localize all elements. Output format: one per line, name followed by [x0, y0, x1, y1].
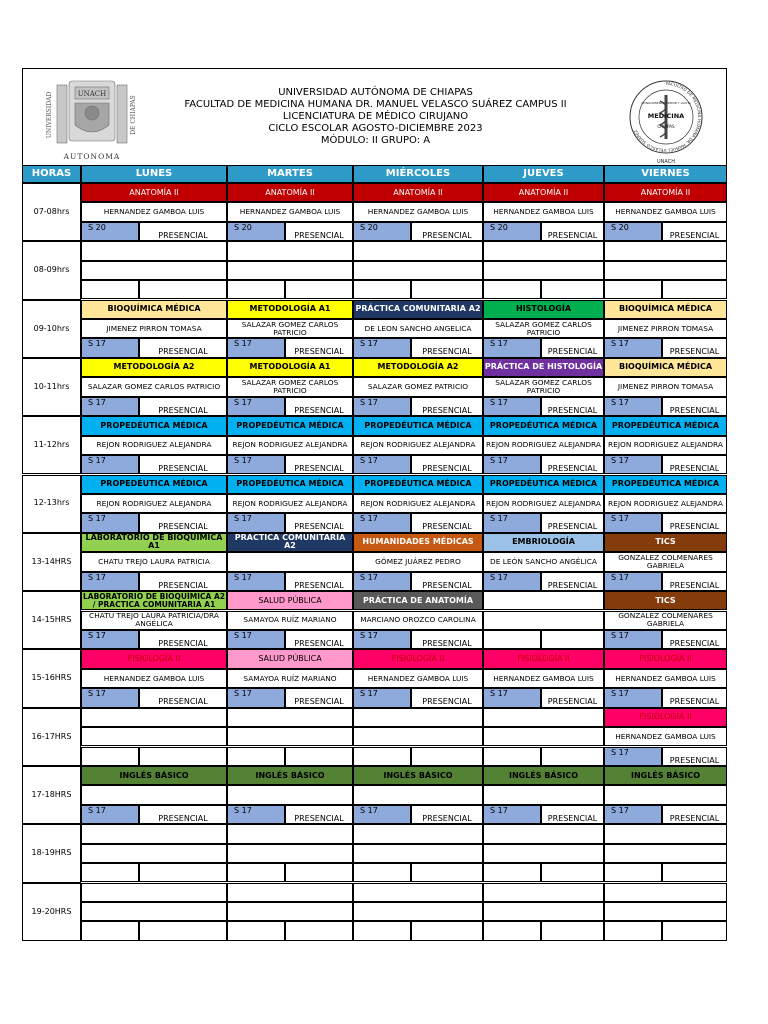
- empty-cell: [353, 747, 411, 766]
- teacher-cell: REJON RODRIGUEZ ALEJANDRA: [604, 436, 727, 455]
- logo-ring-text: FACULTAD DE MEDICINA HUMANA DR. MANUEL VELASCO SUÁREZ: [632, 80, 702, 154]
- empty-cell: [139, 747, 227, 766]
- empty-cell: [411, 747, 483, 766]
- teacher-cell: SAMAYOA RUÍZ MARIANO: [227, 669, 353, 688]
- empty-cell: [81, 863, 139, 882]
- room-cell: S 17: [227, 338, 285, 357]
- empty-cell: [81, 708, 227, 727]
- modality-cell: PRESENCIAL: [541, 338, 604, 357]
- empty-cell: [604, 241, 727, 260]
- modality-cell: PRESENCIAL: [139, 805, 227, 824]
- modality-cell: PRESENCIAL: [541, 455, 604, 474]
- subject-cell: TICS: [604, 533, 727, 552]
- logo-top-text: UNACH: [77, 90, 107, 98]
- teacher-cell: REJON RODRIGUEZ ALEJANDRA: [81, 436, 227, 455]
- time-slot: 19-20HRS: [22, 883, 81, 941]
- empty-cell: [541, 747, 604, 766]
- subject-cell: ANATOMÍA II: [604, 183, 727, 202]
- empty-cell: [483, 844, 604, 863]
- room-cell: S 17: [604, 338, 662, 357]
- teacher-cell: HERNANDEZ GAMBOA LUIS: [483, 202, 604, 221]
- time-slot: 16-17HRS: [22, 708, 81, 766]
- subject-cell: HISTOLOGÍA: [483, 300, 604, 319]
- modality-cell: PRESENCIAL: [411, 630, 483, 649]
- empty-cell: [662, 863, 727, 882]
- logo-left-text: UNIVERSIDAD: [46, 91, 53, 139]
- room-cell: S 17: [81, 630, 139, 649]
- modality-cell: PRESENCIAL: [285, 805, 353, 824]
- teacher-cell: HERNANDEZ GAMBOA LUIS: [353, 202, 483, 221]
- teacher-cell: SAMAYOA RUÍZ MARIANO: [227, 611, 353, 630]
- subject-cell: INGLÉS BÁSICO: [604, 766, 727, 785]
- modality-cell: PRESENCIAL: [139, 397, 227, 416]
- teacher-cell: REJON RODRIGUEZ ALEJANDRA: [81, 494, 227, 513]
- column-header: MARTES: [227, 165, 353, 183]
- empty-cell: [227, 708, 353, 727]
- room-cell: S 17: [483, 805, 541, 824]
- empty-cell: [541, 630, 604, 649]
- subject-cell: PROPEDÉUTICA MÉDICA: [353, 416, 483, 435]
- modality-cell: PRESENCIAL: [662, 338, 727, 357]
- subject-cell: FISIOLOGÍA II: [353, 649, 483, 668]
- subject-cell: ANATOMÍA II: [353, 183, 483, 202]
- teacher-cell: REJON RODRIGUEZ ALEJANDRA: [227, 494, 353, 513]
- subject-cell: TICS: [604, 591, 727, 610]
- modality-cell: PRESENCIAL: [411, 338, 483, 357]
- empty-cell: [483, 280, 541, 299]
- modality-cell: PRESENCIAL: [285, 397, 353, 416]
- empty-cell: [81, 727, 227, 746]
- teacher-cell: HERNANDEZ GAMBOA LUIS: [353, 669, 483, 688]
- empty-cell: [411, 280, 483, 299]
- column-header: HORAS: [22, 165, 81, 183]
- modality-cell: PRESENCIAL: [662, 455, 727, 474]
- empty-cell: [483, 727, 604, 746]
- teacher-cell: SALAZAR GOMEZ CARLOS PATRICIO: [483, 319, 604, 338]
- subject-cell: PROPEDÉUTICA MÉDICA: [483, 416, 604, 435]
- modality-cell: PRESENCIAL: [139, 222, 227, 241]
- room-cell: S 17: [353, 513, 411, 532]
- modality-cell: PRESENCIAL: [411, 572, 483, 591]
- subject-cell: PRÁCTICA COMUNITARIA A2: [227, 533, 353, 552]
- teacher-cell: HERNANDEZ GAMBOA LUIS: [483, 669, 604, 688]
- empty-cell: [139, 921, 227, 940]
- subject-cell: PRÁCTICA DE ANATOMÍA: [353, 591, 483, 610]
- empty-cell: [353, 921, 411, 940]
- empty-cell: [483, 824, 604, 843]
- room-cell: S 17: [604, 513, 662, 532]
- modality-cell: PRESENCIAL: [411, 397, 483, 416]
- teacher-cell: REJON RODRIGUEZ ALEJANDRA: [483, 494, 604, 513]
- room-cell: S 17: [81, 338, 139, 357]
- empty-cell: [81, 261, 227, 280]
- empty-cell: [81, 844, 227, 863]
- empty-cell: [483, 591, 604, 610]
- modality-cell: PRESENCIAL: [139, 338, 227, 357]
- empty-cell: [81, 241, 227, 260]
- time-slot: 17-18HRS: [22, 766, 81, 824]
- room-cell: S 17: [604, 397, 662, 416]
- room-cell: S 20: [604, 222, 662, 241]
- subject-cell: INGLÉS BÁSICO: [483, 766, 604, 785]
- empty-cell: [483, 611, 604, 630]
- modality-cell: PRESENCIAL: [139, 513, 227, 532]
- modality-cell: PRESENCIAL: [541, 222, 604, 241]
- subject-cell: METODOLOGÍA A2: [353, 358, 483, 377]
- room-cell: S 17: [227, 397, 285, 416]
- subject-cell: METODOLOGÍA A2: [81, 358, 227, 377]
- modality-cell: PRESENCIAL: [139, 455, 227, 474]
- subject-cell: ANATOMÍA II: [483, 183, 604, 202]
- subject-cell: PRÁCTICA DE HISTOLOGÍA: [483, 358, 604, 377]
- empty-cell: [353, 844, 483, 863]
- empty-cell: [483, 902, 604, 921]
- modality-cell: PRESENCIAL: [285, 513, 353, 532]
- header-line: UNIVERSIDAD AUTÓNOMA DE CHIAPAS: [278, 87, 473, 98]
- logo-bottom-text: AUTONOMA: [63, 152, 121, 161]
- empty-cell: [81, 280, 139, 299]
- empty-cell: [285, 863, 353, 882]
- empty-cell: [353, 785, 483, 804]
- empty-cell: [604, 902, 727, 921]
- modality-cell: PRESENCIAL: [139, 572, 227, 591]
- empty-cell: [353, 708, 483, 727]
- room-cell: S 20: [483, 222, 541, 241]
- modality-cell: PRESENCIAL: [411, 222, 483, 241]
- header-line: CICLO ESCOLAR AGOSTO-DICIEMBRE 2023: [268, 123, 483, 134]
- empty-cell: [139, 280, 227, 299]
- empty-cell: [353, 727, 483, 746]
- document-header: [22, 68, 727, 167]
- empty-cell: [81, 902, 227, 921]
- room-cell: S 17: [353, 338, 411, 357]
- teacher-cell: JIMENEZ PIRRON TOMASA: [604, 319, 727, 338]
- time-slot: 10-11hrs: [22, 358, 81, 416]
- time-slot: 14-15HRS: [22, 591, 81, 649]
- teacher-cell: REJON RODRIGUEZ ALEJANDRA: [604, 494, 727, 513]
- modality-cell: PRESENCIAL: [139, 630, 227, 649]
- empty-cell: [353, 902, 483, 921]
- room-cell: S 17: [483, 572, 541, 591]
- modality-cell: PRESENCIAL: [411, 513, 483, 532]
- room-cell: S 17: [227, 455, 285, 474]
- subject-cell: INGLÉS BÁSICO: [81, 766, 227, 785]
- empty-cell: [227, 727, 353, 746]
- logo-sub-text: CHIAPAS: [657, 124, 675, 129]
- empty-cell: [227, 552, 353, 571]
- room-cell: S 20: [81, 222, 139, 241]
- medicine-faculty-logo: [624, 71, 708, 165]
- teacher-cell: CHATU TREJO LAURA PATRICIA/DRA ANGÉLICA: [81, 611, 227, 630]
- header-line: FACULTAD DE MEDICINA HUMANA DR. MANUEL VELASCO SUÁREZ CAMPUS II: [184, 99, 567, 110]
- empty-cell: [81, 883, 227, 902]
- modality-cell: PRESENCIAL: [139, 688, 227, 707]
- modality-cell: PRESENCIAL: [285, 630, 353, 649]
- room-cell: S 17: [604, 572, 662, 591]
- empty-cell: [662, 921, 727, 940]
- empty-cell: [483, 785, 604, 804]
- time-slot: 09-10hrs: [22, 300, 81, 358]
- empty-cell: [604, 280, 662, 299]
- empty-cell: [604, 824, 727, 843]
- empty-cell: [285, 921, 353, 940]
- room-cell: S 17: [353, 397, 411, 416]
- subject-cell: HUMANIDADES MÉDICAS: [353, 533, 483, 552]
- empty-cell: [227, 883, 353, 902]
- room-cell: S 20: [227, 222, 285, 241]
- subject-cell: PROPEDÉUTICA MÉDICA: [81, 475, 227, 494]
- header-line: LICENCIATURA DE MÉDICO CIRUJANO: [282, 111, 469, 122]
- modality-cell: PRESENCIAL: [541, 513, 604, 532]
- time-slot: 15-16HRS: [22, 649, 81, 707]
- teacher-cell: JIMENEZ PIRRON TOMASA: [604, 377, 727, 396]
- teacher-cell: HERNANDEZ GAMBOA LUIS: [604, 727, 727, 746]
- subject-cell: SALUD PÚBLICA: [227, 649, 353, 668]
- subject-cell: METODOLOGÍA A1: [227, 300, 353, 319]
- empty-cell: [81, 747, 139, 766]
- time-slot: 08-09hrs: [22, 241, 81, 299]
- room-cell: S 17: [353, 630, 411, 649]
- empty-cell: [227, 824, 353, 843]
- time-slot: 13-14HRS: [22, 533, 81, 591]
- modality-cell: PRESENCIAL: [662, 630, 727, 649]
- teacher-cell: REJON RODRIGUEZ ALEJANDRA: [227, 436, 353, 455]
- modality-cell: PRESENCIAL: [285, 688, 353, 707]
- modality-cell: PRESENCIAL: [285, 222, 353, 241]
- empty-cell: [353, 824, 483, 843]
- empty-cell: [604, 844, 727, 863]
- empty-cell: [81, 921, 139, 940]
- empty-cell: [483, 863, 541, 882]
- teacher-cell: HERNANDEZ GAMBOA LUIS: [227, 202, 353, 221]
- column-header: JUEVES: [483, 165, 604, 183]
- empty-cell: [483, 921, 541, 940]
- subject-cell: ANATOMÍA II: [81, 183, 227, 202]
- subject-cell: FISIOLOGÍA II: [483, 649, 604, 668]
- modality-cell: PRESENCIAL: [541, 397, 604, 416]
- teacher-cell: SALAZAR GOMEZ CARLOS PATRICIO: [81, 377, 227, 396]
- subject-cell: LABORATORIO DE BIOQUÍMICA A1: [81, 533, 227, 552]
- room-cell: S 17: [353, 688, 411, 707]
- subject-cell: BIOQUÍMICA MÉDICA: [604, 300, 727, 319]
- teacher-cell: DE LEÓN SANCHO ANGÉLICA: [483, 552, 604, 571]
- room-cell: S 17: [81, 805, 139, 824]
- modality-cell: PRESENCIAL: [662, 688, 727, 707]
- room-cell: S 17: [604, 455, 662, 474]
- empty-cell: [604, 863, 662, 882]
- room-cell: S 17: [81, 397, 139, 416]
- room-cell: S 17: [353, 572, 411, 591]
- schedule-sheet: [22, 68, 727, 936]
- room-cell: S 17: [227, 572, 285, 591]
- empty-cell: [353, 863, 411, 882]
- empty-cell: [541, 280, 604, 299]
- empty-cell: [541, 863, 604, 882]
- room-cell: S 17: [604, 630, 662, 649]
- empty-cell: [227, 902, 353, 921]
- subject-cell: ANATOMÍA II: [227, 183, 353, 202]
- subject-cell: BIOQUÍMICA MÉDICA: [604, 358, 727, 377]
- empty-cell: [662, 280, 727, 299]
- empty-cell: [353, 261, 483, 280]
- subject-cell: LABORATORIO DE BIOQUÍMICA A2 / PRACTICA COMUNITARIA A1: [82, 591, 225, 609]
- empty-cell: [285, 747, 353, 766]
- empty-cell: [227, 261, 353, 280]
- time-slot: 12-13hrs: [22, 475, 81, 533]
- subject-cell: PROPEDÉUTICA MÉDICA: [604, 475, 727, 494]
- logo-bottom-text: UNACH: [657, 159, 675, 165]
- empty-cell: [604, 261, 727, 280]
- teacher-cell: CHATU TREJO LAURA PATRICIA: [81, 552, 227, 571]
- logo-top-motto: CONOCIMIENTO SERVIR Y LUCHA: [641, 101, 691, 105]
- empty-cell: [604, 921, 662, 940]
- teacher-cell: MARCIANO OROZCO CAROLINA: [353, 611, 483, 630]
- time-slot: 07-08hrs: [22, 183, 81, 241]
- modality-cell: PRESENCIAL: [285, 572, 353, 591]
- subject-cell: INGLÉS BÁSICO: [227, 766, 353, 785]
- teacher-cell: SALAZAR GOMEZ CARLOS PATRICIO: [227, 377, 353, 396]
- empty-cell: [81, 824, 227, 843]
- empty-cell: [227, 863, 285, 882]
- room-cell: S 17: [227, 688, 285, 707]
- room-cell: S 17: [483, 688, 541, 707]
- modality-cell: PRESENCIAL: [662, 805, 727, 824]
- time-slot: 11-12hrs: [22, 416, 81, 474]
- empty-cell: [227, 785, 353, 804]
- subject-cell: PROPEDÉUTICA MÉDICA: [227, 475, 353, 494]
- subject-cell: BIOQUÍMICA MÉDICA: [81, 300, 227, 319]
- subject-cell: FISIOLOGÍA II: [604, 649, 727, 668]
- teacher-cell: HERNANDEZ GAMBOA LUIS: [81, 202, 227, 221]
- teacher-cell: JIMENEZ PIRRON TOMASA: [81, 319, 227, 338]
- subject-cell: PROPEDÉUTICA MÉDICA: [81, 416, 227, 435]
- empty-cell: [81, 785, 227, 804]
- empty-cell: [353, 280, 411, 299]
- teacher-cell: GONZALEZ COLMENARES GABRIELA: [604, 611, 727, 630]
- empty-cell: [227, 280, 285, 299]
- teacher-cell: REJON RODRIGUEZ ALEJANDRA: [353, 494, 483, 513]
- room-cell: S 17: [483, 338, 541, 357]
- subject-cell: PROPEDÉUTICA MÉDICA: [483, 475, 604, 494]
- empty-cell: [604, 785, 727, 804]
- modality-cell: PRESENCIAL: [662, 513, 727, 532]
- empty-cell: [604, 883, 727, 902]
- subject-cell: INGLÉS BÁSICO: [353, 766, 483, 785]
- modality-cell: PRESENCIAL: [662, 397, 727, 416]
- subject-cell: SALUD PÚBLICA: [227, 591, 353, 610]
- empty-cell: [227, 844, 353, 863]
- column-header: LUNES: [81, 165, 227, 183]
- room-cell: S 17: [81, 455, 139, 474]
- column-header: VIERNES: [604, 165, 727, 183]
- room-cell: S 17: [81, 572, 139, 591]
- modality-cell: PRESENCIAL: [541, 805, 604, 824]
- modality-cell: PRESENCIAL: [662, 222, 727, 241]
- empty-cell: [285, 280, 353, 299]
- room-cell: S 17: [483, 513, 541, 532]
- empty-cell: [483, 883, 604, 902]
- modality-cell: PRESENCIAL: [285, 338, 353, 357]
- teacher-cell: SALAZAR GOMEZ CARLOS PATRICIO: [483, 377, 604, 396]
- header-line: MÓDULO: II GRUPO: A: [320, 135, 431, 146]
- teacher-cell: HERNANDEZ GAMBOA LUIS: [604, 202, 727, 221]
- room-cell: S 17: [483, 455, 541, 474]
- room-cell: S 17: [604, 688, 662, 707]
- empty-cell: [483, 630, 541, 649]
- empty-cell: [483, 261, 604, 280]
- subject-cell: PROPEDÉUTICA MÉDICA: [353, 475, 483, 494]
- room-cell: S 17: [483, 397, 541, 416]
- subject-cell: FISIOLOGÍA II: [604, 708, 727, 727]
- teacher-cell: GONZALEZ COLMENARES GABRIELA: [604, 552, 727, 571]
- subject-cell: PROPEDÉUTICA MÉDICA: [604, 416, 727, 435]
- modality-cell: PRESENCIAL: [411, 688, 483, 707]
- room-cell: S 17: [227, 805, 285, 824]
- modality-cell: PRESENCIAL: [541, 688, 604, 707]
- room-cell: S 17: [81, 513, 139, 532]
- empty-cell: [483, 747, 541, 766]
- modality-cell: PRESENCIAL: [285, 455, 353, 474]
- room-cell: S 20: [353, 222, 411, 241]
- room-cell: S 17: [227, 513, 285, 532]
- empty-cell: [411, 921, 483, 940]
- empty-cell: [483, 708, 604, 727]
- teacher-cell: HERNANDEZ GAMBOA LUIS: [81, 669, 227, 688]
- empty-cell: [139, 863, 227, 882]
- modality-cell: PRESENCIAL: [411, 805, 483, 824]
- empty-cell: [541, 921, 604, 940]
- teacher-cell: SALAZAR GOMEZ PATRICIO: [353, 377, 483, 396]
- subject-cell: METODOLOGÍA A1: [227, 358, 353, 377]
- logo-center-text: MEDICINA: [647, 112, 685, 120]
- teacher-cell: SALAZAR GOMEZ CARLOS PATRICIO: [227, 319, 353, 338]
- empty-cell: [227, 241, 353, 260]
- room-cell: S 17: [604, 805, 662, 824]
- room-cell: S 17: [353, 805, 411, 824]
- logo-right-text: DE CHIAPAS: [130, 95, 137, 135]
- room-cell: S 17: [604, 747, 662, 766]
- column-header: MIÉRCOLES: [353, 165, 483, 183]
- time-slot: 18-19HRS: [22, 824, 81, 882]
- modality-cell: PRESENCIAL: [541, 572, 604, 591]
- subject-cell: PRÁCTICA COMUNITARIA A2: [353, 300, 483, 319]
- teacher-cell: GÓMEZ JUÁREZ PEDRO: [353, 552, 483, 571]
- room-cell: S 17: [227, 630, 285, 649]
- modality-cell: PRESENCIAL: [662, 572, 727, 591]
- room-cell: S 17: [81, 688, 139, 707]
- teacher-cell: REJON RODRIGUEZ ALEJANDRA: [483, 436, 604, 455]
- subject-cell: PROPEDÉUTICA MÉDICA: [227, 416, 353, 435]
- teacher-cell: DE LEON SANCHO ANGELICA: [353, 319, 483, 338]
- teacher-cell: REJON RODRIGUEZ ALEJANDRA: [353, 436, 483, 455]
- teacher-cell: HERNANDEZ GAMBOA LUIS: [604, 669, 727, 688]
- empty-cell: [353, 883, 483, 902]
- subject-cell: FISIOLOGÍA II: [81, 649, 227, 668]
- empty-cell: [411, 863, 483, 882]
- empty-cell: [227, 921, 285, 940]
- modality-cell: PRESENCIAL: [411, 455, 483, 474]
- modality-cell: PRESENCIAL: [662, 747, 727, 766]
- empty-cell: [353, 241, 483, 260]
- empty-cell: [227, 747, 285, 766]
- empty-cell: [483, 241, 604, 260]
- subject-cell: EMBRIOLOGÍA: [483, 533, 604, 552]
- room-cell: S 17: [353, 455, 411, 474]
